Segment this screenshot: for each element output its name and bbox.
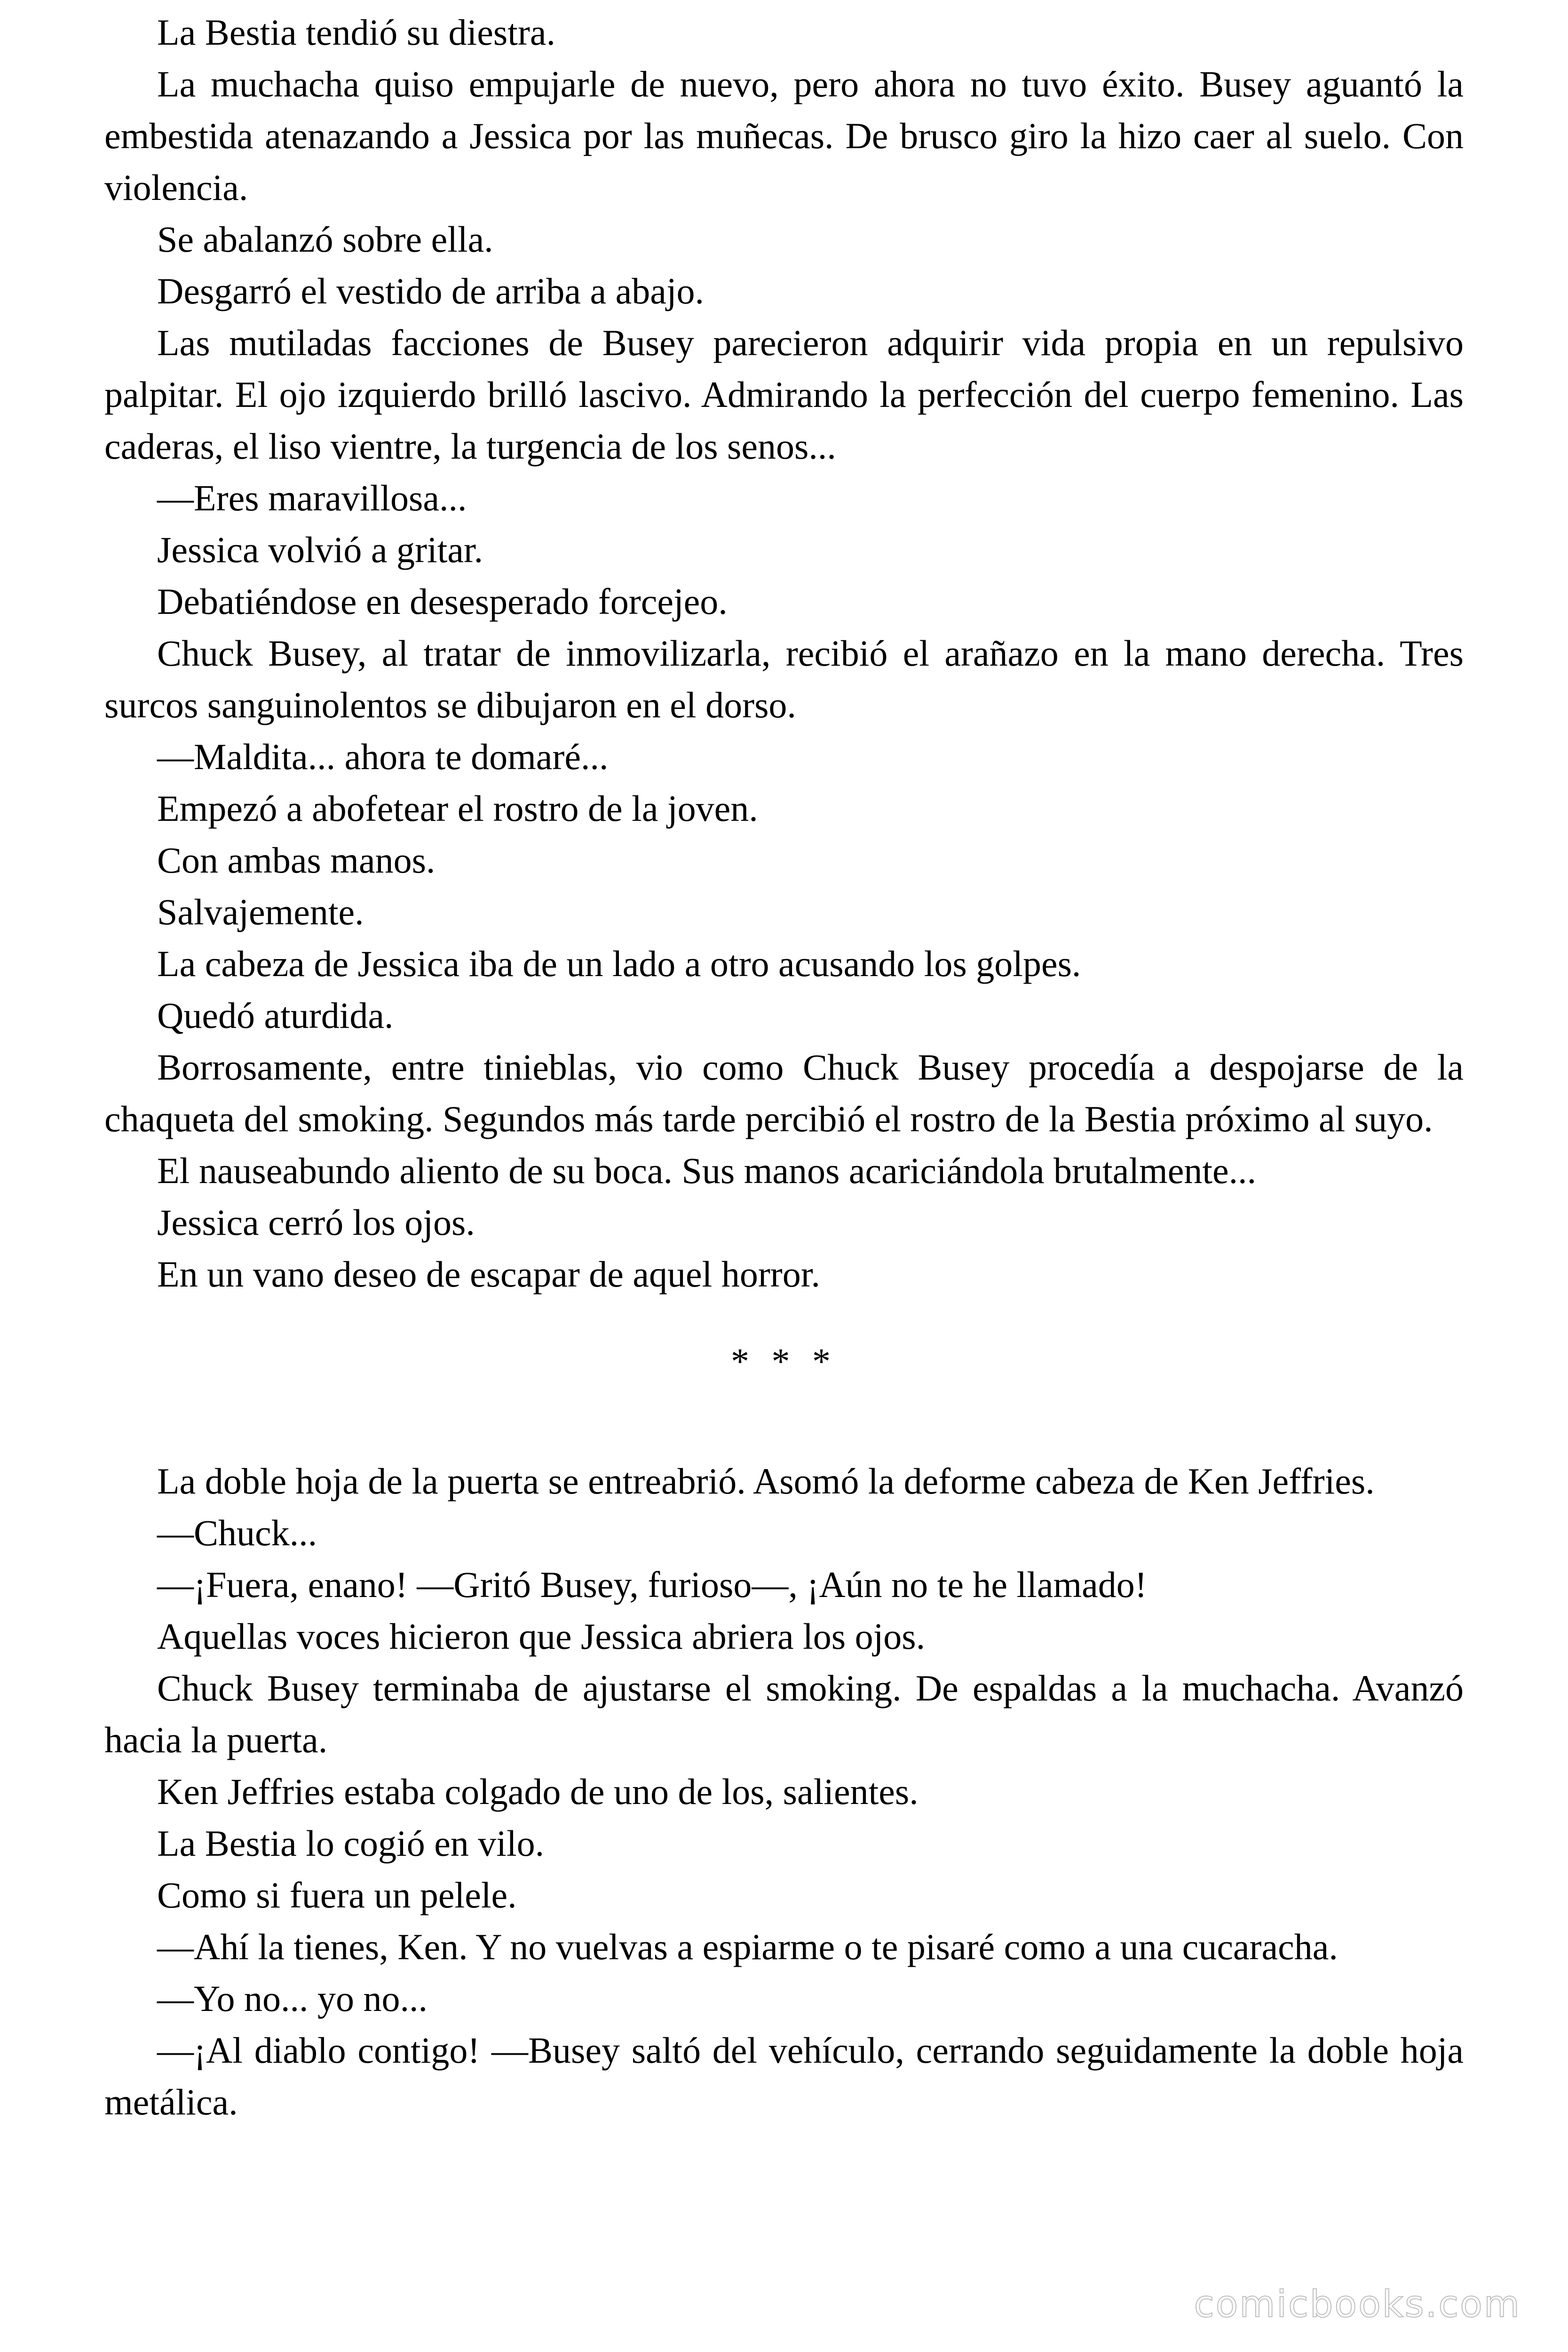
paragraph: En un vano deseo de escapar de aquel horror.: [157, 1254, 820, 1295]
paragraph: Jessica cerró los ojos.: [157, 1202, 475, 1243]
paragraph: Chuck Busey terminaba de ajustarse el smoking. De espaldas a la muchacha. Avanzó hacia la puerta.: [104, 1668, 1464, 1760]
paragraph: Desgarró el vestido de arriba a abajo.: [157, 270, 704, 311]
scene-break: * * *: [731, 1341, 837, 1382]
paragraph: —¡Al diablo contigo! —Busey saltó del vehículo, cerrando seguidamente la doble hoja metálica.: [104, 2030, 1464, 2122]
paragraph: Ken Jeffries estaba colgado de uno de los, salientes.: [157, 1771, 919, 1812]
paragraph: La muchacha quiso empujarle de nuevo, pero ahora no tuvo éxito. Busey aguantó la embestida atenazando a Jessica por las muñecas. De brusco giro la hizo caer al suelo. Con violencia.: [104, 64, 1464, 208]
paragraph: Como si fuera un pelele.: [157, 1875, 517, 1915]
paragraph: —Eres maravillosa...: [157, 477, 467, 518]
paragraph: La Bestia tendió su diestra.: [157, 12, 555, 53]
paragraph: Las mutiladas facciones de Busey parecieron adquirir vida propia en un repulsivo palpitar. El ojo izquierdo brilló lascivo. Admirando la perfección del cuerpo femenino. Las caderas, el liso vientre, la turgencia de los senos...: [104, 322, 1464, 467]
paragraph: El nauseabundo aliento de su boca. Sus manos acariciándola brutalmente...: [157, 1150, 1257, 1191]
paragraph: La doble hoja de la puerta se entreabrió. Asomó la deforme cabeza de Ken Jeffries.: [157, 1461, 1375, 1502]
paragraph: Aquellas voces hicieron que Jessica abriera los ojos.: [157, 1616, 926, 1657]
paragraph: —¡Fuera, enano! —Gritó Busey, furioso—, ¡Aún no te he llamado!: [157, 1564, 1147, 1605]
paragraph: —Ahí la tienes, Ken. Y no vuelvas a espiarme o te pisaré como a una cucaracha.: [157, 1926, 1338, 1967]
paragraph: —Yo no... yo no...: [157, 1978, 428, 2019]
paragraph: —Chuck...: [157, 1512, 317, 1553]
paragraph: Empezó a abofetear el rostro de la joven.: [157, 788, 758, 829]
paragraph: Se abalanzó sobre ella.: [157, 219, 493, 260]
paragraph: Chuck Busey, al tratar de inmovilizarla, recibió el arañazo en la mano derecha. Tres surcos sanguinolentos se dibujaron en el dorso.: [104, 633, 1464, 725]
paragraph: Jessica volvió a gritar.: [157, 529, 483, 570]
page-body: [104, 7, 1464, 2128]
paragraph: La cabeza de Jessica iba de un lado a otro acusando los golpes.: [157, 943, 1081, 984]
paragraph: Debatiéndose en desesperado forcejeo.: [157, 581, 728, 622]
paragraph: —Maldita... ahora te domaré...: [157, 736, 609, 777]
paragraph: Quedó aturdida.: [157, 995, 394, 1036]
paragraph: Con ambas manos.: [157, 840, 436, 881]
paragraph: Salvajemente.: [157, 891, 364, 932]
paragraph: La Bestia lo cogió en vilo.: [157, 1823, 545, 1864]
watermark: comicbooks.com: [1194, 2283, 1521, 2326]
paragraph: Borrosamente, entre tinieblas, vio como Chuck Busey procedía a despojarse de la chaqueta del smoking. Segundos más tarde percibió el rostro de la Bestia próximo al suyo.: [104, 1047, 1464, 1139]
